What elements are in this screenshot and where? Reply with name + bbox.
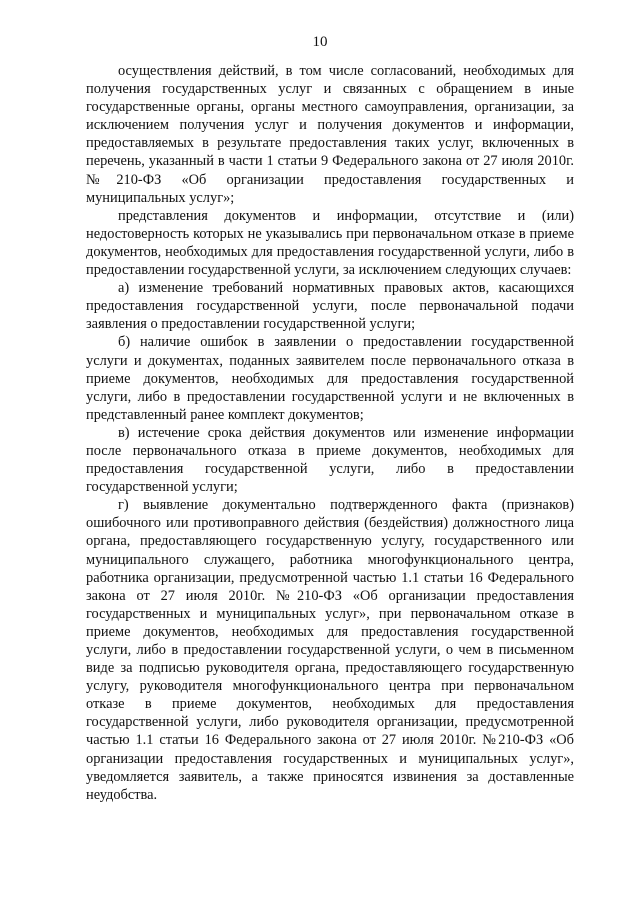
paragraph-documents-information: представления документов и информации, отсутствие и (или) недостоверность которых не указывались при первоначальном отказе в приеме документов, необходимых для предоставления государственной услуги, либо в предоставлении государственной услуги, за исключением следующих случаев:: [86, 207, 574, 279]
page-number: 10: [312, 34, 328, 50]
paragraph-case-g: г) выявление документально подтвержденного факта (признаков) ошибочного или противоправного действия (бездействия) должностного лица органа, предоставляющего государственную услугу, государственного или муниципального служащего, работника многофункционального центра, работника организации, предусмотренной частью 1.1 статьи 16 Федерального закона от 27 июля 2010г. №210-ФЗ «Об организации предоставления государственных и муниципальных услуг», при первоначальном отказе в приеме документов, необходимых для предоставления государственной услуги, либо в предоставлении государственной услуги, о чем в письменном виде за подписью руководителя органа, предоставляющего государственную услугу, руководителя многофункционального центра при первоначальном отказе в приеме документов, необходимых для предоставления государственной услуги, либо руководителя организации, предусмотренной частью 1.1 статьи 16 Федерального закона от 27 июля 2010г. №210-ФЗ «Об организации предоставления государственных и муниципальных услуг», уведомляется заявитель, а также приносятся извинения за доставленные неудобства.: [86, 497, 574, 803]
paragraph-continuation: осуществления действий, в том числе согласований, необходимых для получения государственных услуг и связанных с обращением в иные государственные органы, органы местного самоуправления, организации, за исключением получения услуг и получения документов и информации, предоставляемых в результате предоставления таких услуг, включенных в перечень, указанный в части 1 статьи 9 Федерального закона от 27 июля 2010г. №210-ФЗ «Об организации предоставления государственных и муниципальных услуг»;: [86, 63, 574, 206]
document-body: [86, 62, 574, 804]
paragraph-case-v: в) истечение срока действия документов или изменение информации после первоначального отказа в приеме документов, необходимых для предоставления государственной услуги, либо в предоставлении государственной услуги;: [86, 424, 574, 496]
paragraph-case-a: а) изменение требований нормативных правовых актов, касающихся предоставления государственной услуги, после первоначальной подачи заявления о предоставлении государственной услуги;: [86, 280, 574, 333]
paragraph-case-b: б) наличие ошибок в заявлении о предоставлении государственной услуги и документах, поданных заявителем после первоначального отказа в приеме документов, необходимых для предоставления государственной услуги, либо в предоставлении государственной услуги и не включенных в представленный ранее комплект документов;: [86, 334, 574, 423]
